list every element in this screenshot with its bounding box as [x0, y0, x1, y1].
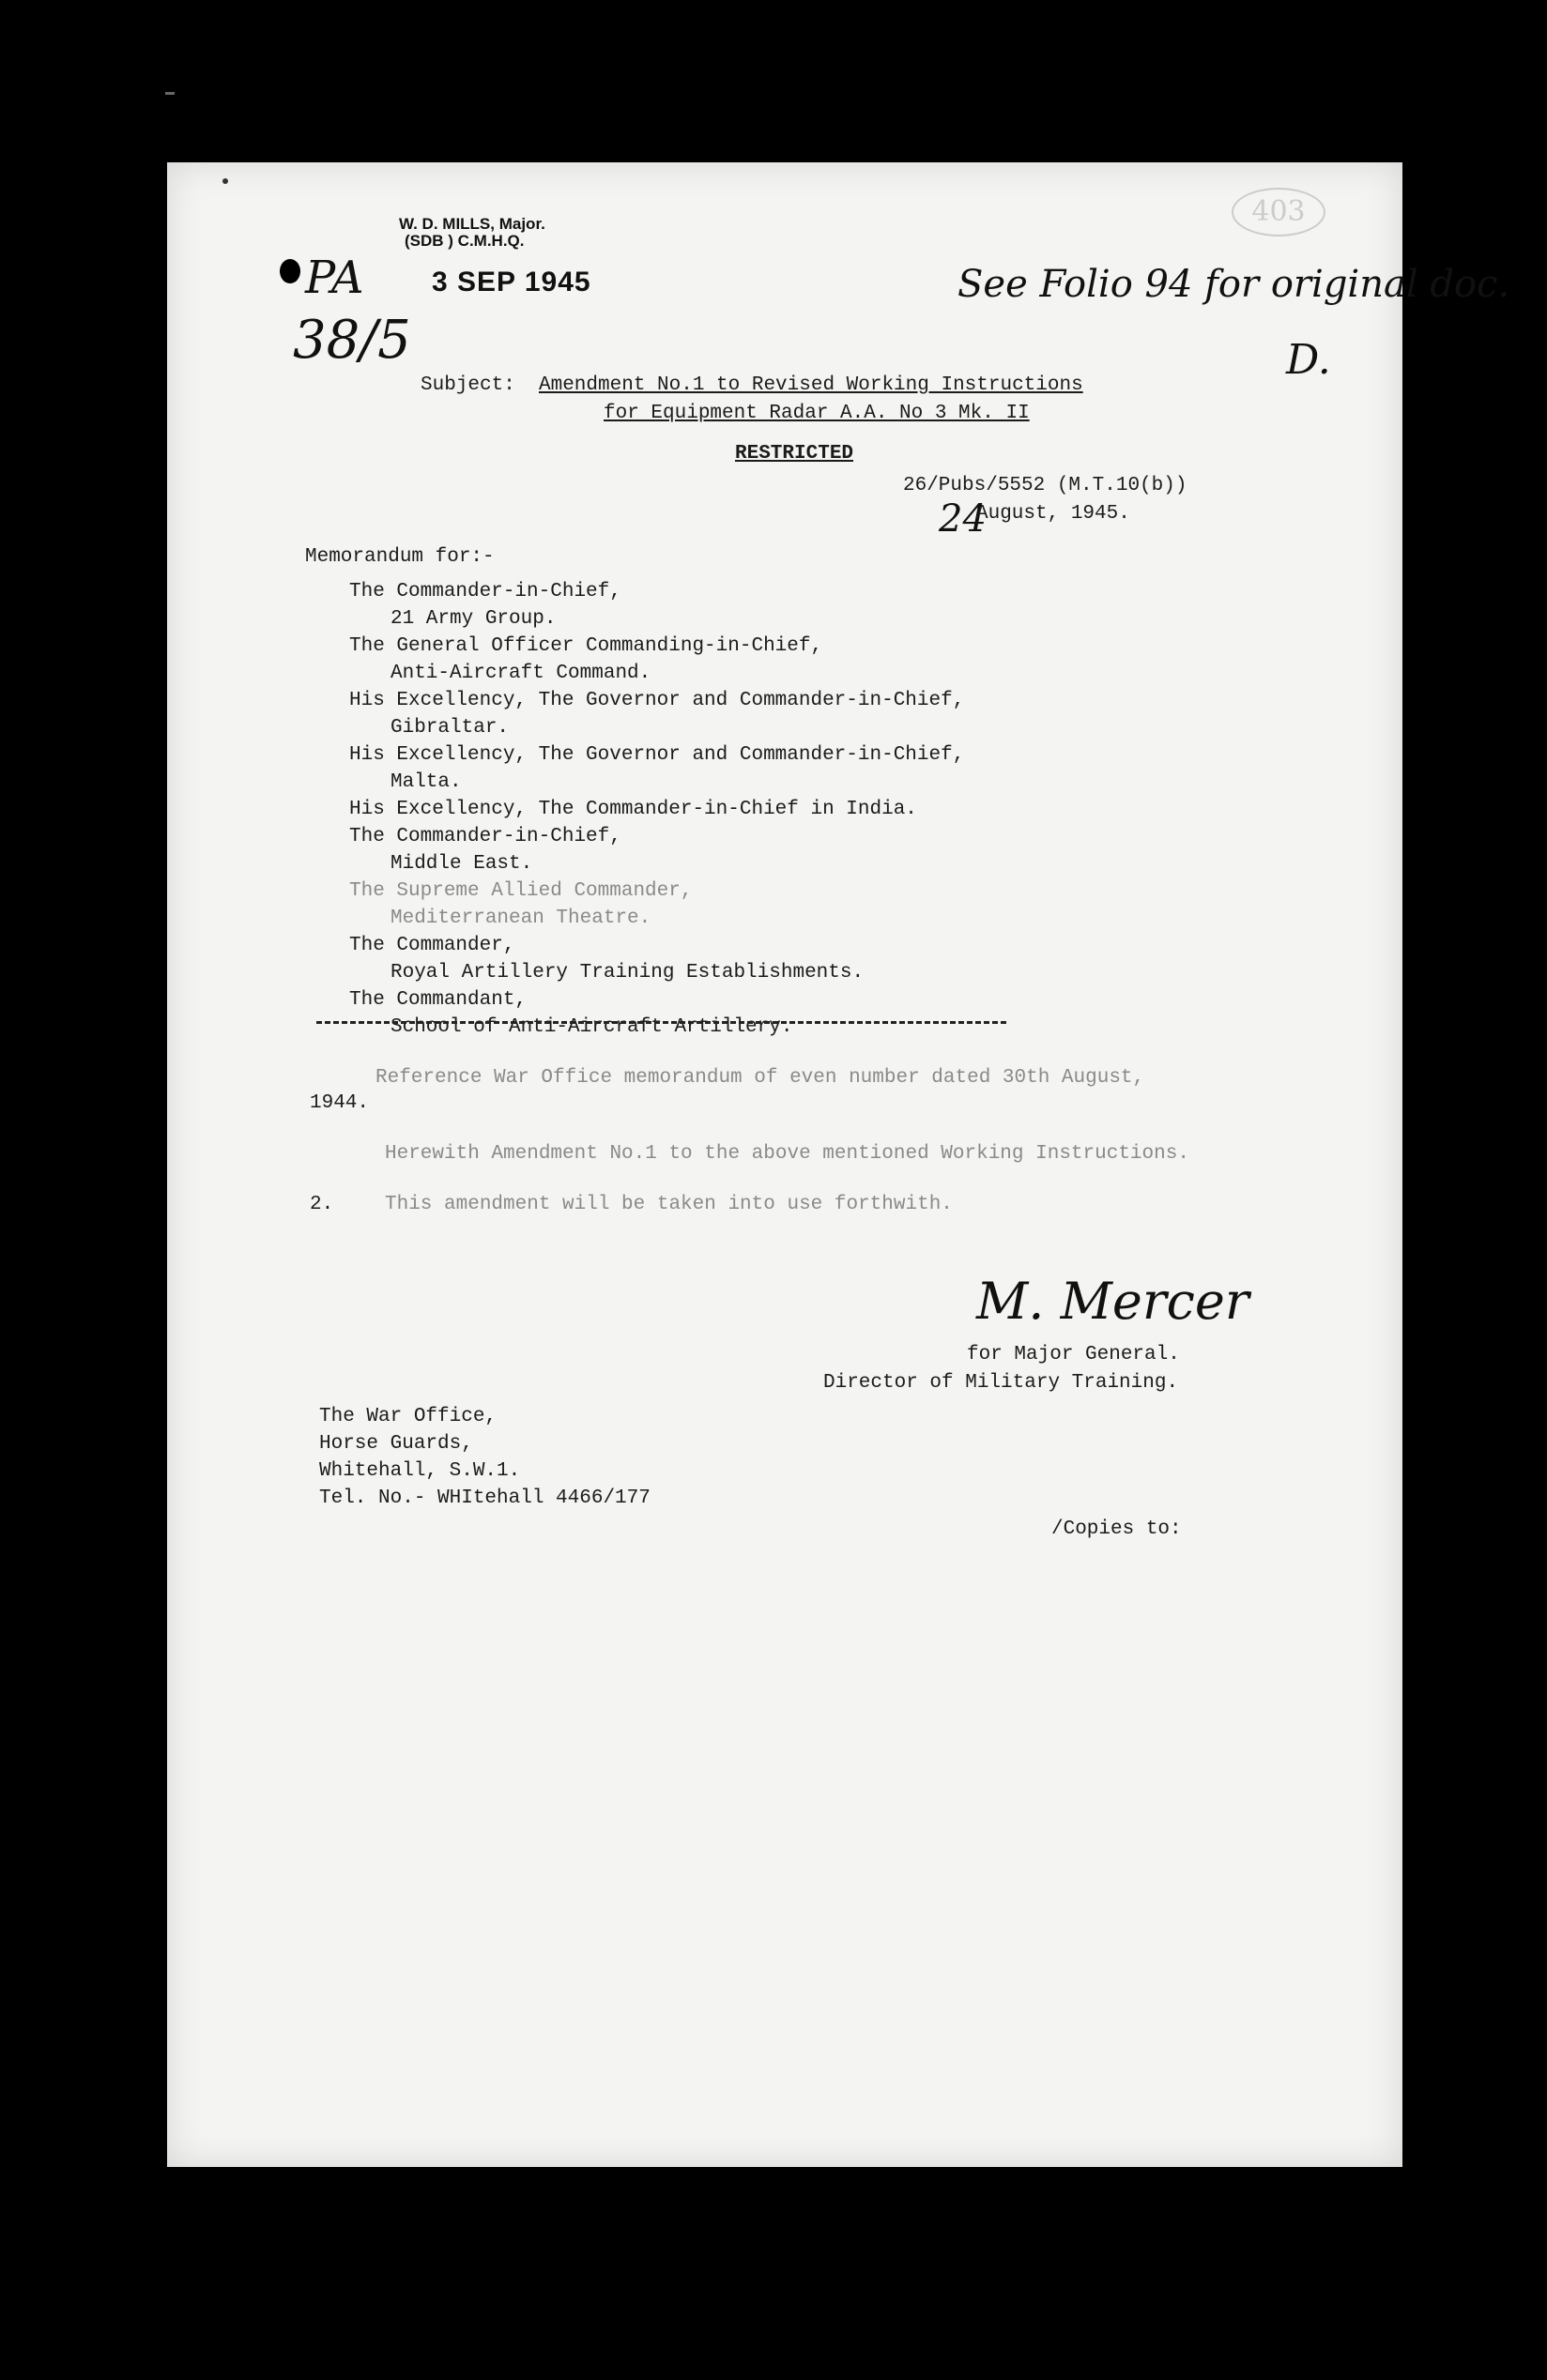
classification: RESTRICTED: [735, 443, 854, 465]
recipient-line: The Commander-in-Chief,: [349, 826, 621, 847]
recipient-line: Anti-Aircraft Command.: [391, 663, 651, 684]
recipient-line: Royal Artillery Training Establishments.: [391, 962, 865, 984]
recipient-line: His Excellency, The Governor and Commander-in-Chief,: [349, 690, 965, 711]
recipient-line: The Commander-in-Chief,: [349, 581, 621, 603]
recipient-line: Mediterranean Theatre.: [391, 908, 651, 929]
sender-address: [319, 1403, 520, 1485]
signature-title: Director of Military Training.: [823, 1372, 1179, 1394]
ink-blot: [280, 259, 300, 283]
handwritten-note: See Folio 94 for original doc.: [957, 263, 1510, 306]
signature: M. Mercer: [976, 1272, 1249, 1331]
handwritten-initials: D.: [1286, 336, 1331, 384]
scan-speck: [222, 178, 228, 184]
officer-stamp: [399, 216, 545, 250]
signature-role: for Major General.: [967, 1344, 1180, 1365]
scan-speck: [165, 92, 175, 95]
recipient-line: 21 Army Group.: [391, 608, 557, 630]
stamp-unit: (SDB ) C.M.H.Q.: [405, 232, 525, 250]
reference-paragraph-cont: 1944.: [310, 1092, 370, 1114]
reference-paragraph: Reference War Office memorandum of even number dated 30th August,: [375, 1067, 1145, 1089]
address-line: The War Office,: [319, 1406, 498, 1427]
telephone-number: Tel. No.- WHItehall 4466/177: [319, 1488, 651, 1509]
recipient-line: The Commander,: [349, 935, 515, 956]
recipient-line: His Excellency, The Governor and Commander-in-Chief,: [349, 744, 965, 766]
reference-number: 26/Pubs/5552 (M.T.10(b)): [903, 475, 1187, 496]
memorandum-for-label: Memorandum for:-: [305, 546, 495, 568]
paragraph-2-number: 2.: [310, 1194, 334, 1215]
stamp-officer: W. D. MILLS, Major.: [399, 215, 545, 233]
recipient-line: The General Officer Commanding-in-Chief,: [349, 635, 823, 657]
subject-line-2: for Equipment Radar A.A. No 3 Mk. II: [604, 403, 1030, 424]
recipient-line: School of Anti-Aircraft Artillery.: [391, 1016, 793, 1038]
address-line: Horse Guards,: [319, 1433, 473, 1455]
recipient-line: His Excellency, The Commander-in-Chief in India.: [349, 799, 917, 820]
copies-to: /Copies to:: [1051, 1518, 1182, 1540]
recipient-line: The Commandant,: [349, 989, 528, 1011]
file-number: 38/5: [293, 310, 411, 371]
file-code: PA: [305, 252, 364, 304]
recipient-line: Malta.: [391, 771, 462, 793]
address-line: Whitehall, S.W.1.: [319, 1460, 521, 1482]
date-day: 24: [939, 497, 987, 541]
recipient-line: The Supreme Allied Commander,: [349, 880, 693, 902]
subject-line-1: Amendment No.1 to Revised Working Instructions: [539, 374, 1083, 396]
date-month-year: August, 1945.: [976, 503, 1130, 525]
paragraph-1: Herewith Amendment No.1 to the above mentioned Working Instructions.: [385, 1143, 1189, 1165]
recipient-list: [349, 578, 964, 1041]
recipient-line: Gibraltar.: [391, 717, 510, 739]
paragraph-2: This amendment will be taken into use forthwith.: [385, 1194, 953, 1215]
dashed-divider: [316, 1021, 1006, 1024]
subject-label: Subject:: [421, 374, 515, 396]
folio-number: 403: [1232, 188, 1325, 236]
recipient-line: Middle East.: [391, 853, 533, 875]
stamp-date: 3 SEP 1945: [432, 267, 591, 298]
